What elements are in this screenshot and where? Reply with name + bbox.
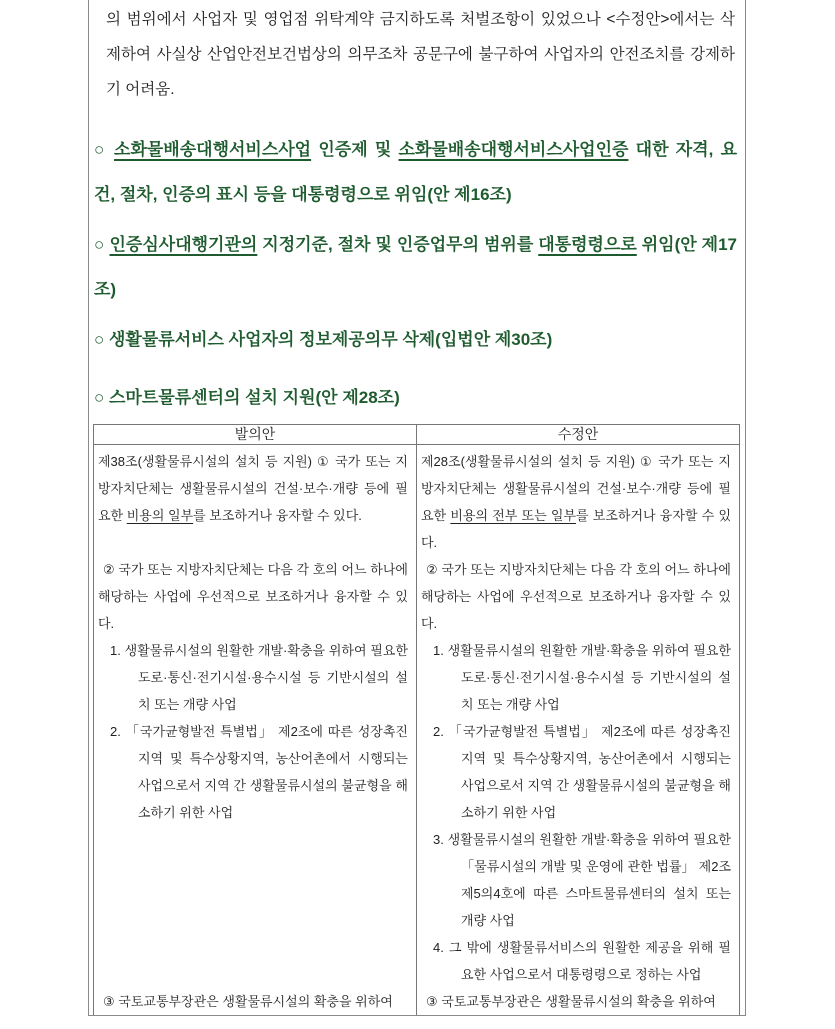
text-run: ③ 국토교통부장관은 생활물류시설의 확충을 위하여 xyxy=(103,994,393,1009)
blank-line xyxy=(98,529,408,556)
underlined-text: 비용의 전부 또는 일부 xyxy=(450,508,577,523)
circle-bullet-icon: ○ xyxy=(94,235,110,254)
cell-paragraph xyxy=(421,448,731,556)
item-number: 2. xyxy=(433,724,449,739)
item-number: 3. xyxy=(433,832,448,847)
intro-paragraph: 의 범위에서 사업자 및 영업점 위탁계약 금지하도록 처벌조항이 있었으나 <수정안>에서는 삭제하여 사실상 산업안전보건법상의 의무조차 공문구에 불구하여 사업자의 안전조치를 강제하기 어려움. xyxy=(106,11,735,98)
text-run: ③ 국토교통부장관은 생활물류시설의 확충을 위하여 xyxy=(426,994,716,1009)
original-bill-cell xyxy=(94,445,416,1015)
text-run: 를 보조하거나 융자할 수 있다. xyxy=(193,508,362,523)
underlined-text: 소화물배송대행서비스사업 xyxy=(114,140,312,159)
column-header-original-bill: 발의안 xyxy=(234,426,276,442)
cell-paragraph xyxy=(421,556,731,637)
text-run: 생활물류시설의 원활한 개발·확충을 위하여 필요한 도로·통신·전기시설·용수시설 등 기반시설의 설치 또는 개량 사업 xyxy=(124,643,408,712)
numbered-item xyxy=(421,637,731,718)
item-number: 4. xyxy=(433,940,449,955)
text-run: 위임(안 제17조) xyxy=(94,235,737,299)
item-number: 1. xyxy=(110,643,125,658)
text-run: 대한 자격, 요건, 절차, 인증의 표시 등을 대통령령으로 위임(안 제16조) xyxy=(94,140,737,204)
numbered-item xyxy=(421,826,731,934)
underlined-text: 대통령령으로 xyxy=(538,235,637,254)
bullet-list xyxy=(94,127,737,420)
text-run: 생활물류시설의 원활한 개발·확충을 위하여 필요한 도로·통신·전기시설·용수시설 등 기반시설의 설치 또는 개량 사업 xyxy=(447,643,731,712)
text-run: 「국가균형발전 특별법」 제2조에 따른 성장촉진 지역 및 특수상황지역, 농산어촌에서 시행되는 사업으로서 지역 간 생활물류시설의 불균형을 해소하기 위한 사업 xyxy=(125,724,408,820)
cell-paragraph xyxy=(98,556,408,637)
underlined-text: 비용의 일부 xyxy=(126,508,194,523)
bullet-item xyxy=(94,375,737,420)
bill-comparison-table xyxy=(93,424,740,1015)
text-run: 「국가균형발전 특별법」 제2조에 따른 성장촉진 지역 및 특수상황지역, 농산어촌에서 시행되는 사업으로서 지역 간 생활물류시설의 불균형을 해소하기 위한 사업 xyxy=(448,724,731,820)
text-run: 제28조(생활물류시설의 설치 등 지원) ① 국가 또는 지방자치단체는 생활물류시설의 건설·보수·개량 등에 필요한 xyxy=(421,454,731,523)
circle-bullet-icon: ○ xyxy=(94,388,109,407)
bullet-item xyxy=(94,317,737,362)
document-content-box xyxy=(88,0,746,1016)
table-header-row xyxy=(94,425,739,445)
numbered-item xyxy=(421,934,731,988)
underlined-text: 소화물배송대행서비스사업인증 xyxy=(398,140,629,159)
circle-bullet-icon: ○ xyxy=(94,330,109,349)
text-run: 스마트물류센터의 설치 지원(안 제28조) xyxy=(109,388,400,407)
bullet-item xyxy=(94,222,737,312)
text-run: 제38조(생활물류시설의 설치 등 지원) ① 국가 또는 지방자치단체는 생활물류시설의 건설·보수·개량 등에 필요한 xyxy=(98,454,408,523)
table-body-row xyxy=(94,445,739,1015)
text-run: 그 밖에 생활물류서비스의 원활한 제공을 위해 필요한 사업으로서 대통령령으로 정하는 사업 xyxy=(448,940,731,982)
text-run: ② 국가 또는 지방자치단체는 다음 각 호의 어느 하나에 해당하는 사업에 우선적으로 보조하거나 융자할 수 있다. xyxy=(421,562,731,631)
text-run: 생활물류시설의 원활한 개발·확충을 위하여 필요한 「물류시설의 개발 및 운영에 관한 법률」 제2조제5의4호에 따른 스마트물류센터의 설치 또는 개량 사업 xyxy=(447,832,731,928)
cell-paragraph xyxy=(98,988,408,1015)
numbered-item xyxy=(98,718,408,826)
circle-bullet-icon: ○ xyxy=(94,140,115,159)
column-header-amendment: 수정안 xyxy=(416,425,739,444)
item-number: 1. xyxy=(433,643,448,658)
text-run: 를 보조하거나 융자할 수 있다. xyxy=(421,508,732,550)
text-run: ② 국가 또는 지방자치단체는 다음 각 호의 어느 하나에 해당하는 사업에 우선적으로 보조하거나 융자할 수 있다. xyxy=(98,562,408,631)
amendment-cell xyxy=(416,445,739,1015)
text-run: 지정기준, 절차 및 인증업무의 범위를 xyxy=(257,235,539,254)
numbered-item xyxy=(421,718,731,826)
cell-paragraph xyxy=(98,448,408,529)
text-run: 인증제 및 xyxy=(311,140,399,159)
item-number: 2. xyxy=(110,724,126,739)
underlined-text: 인증심사대행기관의 xyxy=(109,235,258,254)
text-run: 생활물류서비스 사업자의 정보제공의무 삭제(입법안 제30조) xyxy=(109,330,553,349)
bullet-item xyxy=(94,127,737,217)
cell-paragraph xyxy=(421,988,731,1015)
numbered-item xyxy=(98,637,408,718)
